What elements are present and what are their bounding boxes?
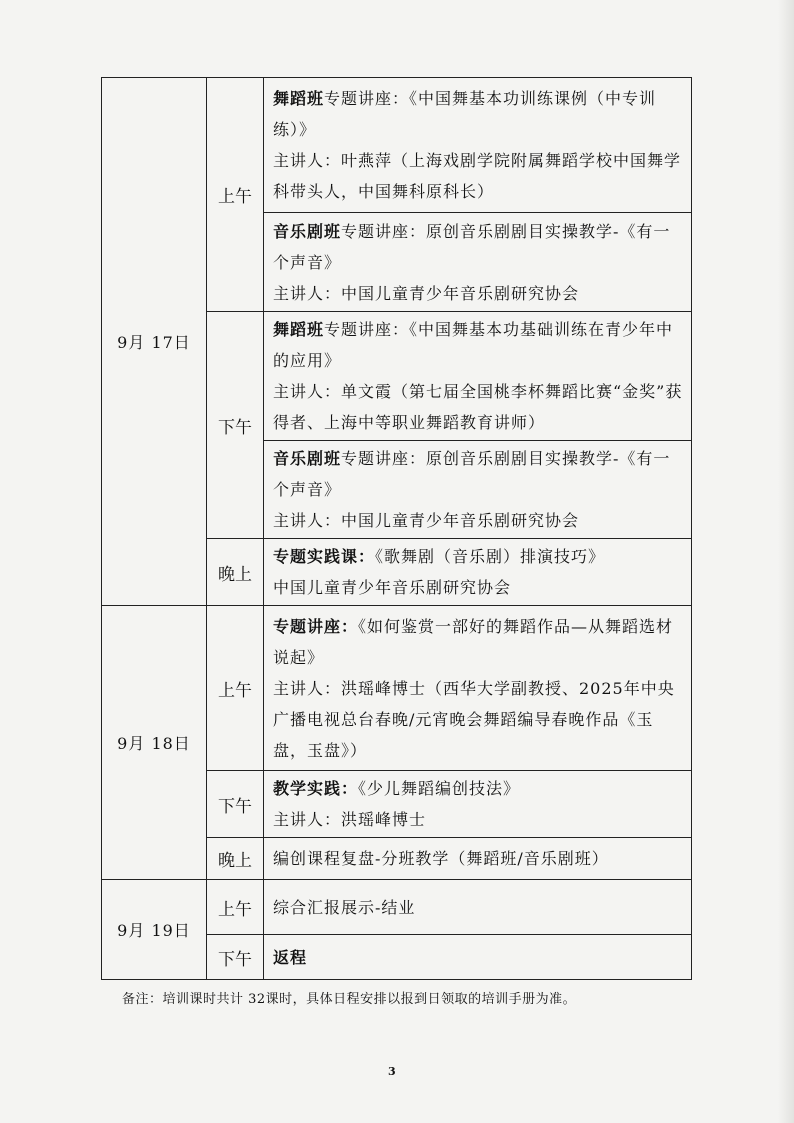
date-cell-9-18: 9月 18日 bbox=[102, 606, 207, 880]
period-cell-evening: 晚上 bbox=[207, 539, 264, 606]
table-row bbox=[102, 606, 692, 771]
session-cell bbox=[264, 78, 692, 213]
class-label-musical: 音乐剧班 bbox=[273, 449, 342, 468]
session-title: 综合汇报展示-结业 bbox=[273, 897, 416, 917]
table-row bbox=[102, 78, 692, 213]
session-title: 专题讲座：《中国舞基本功训练课例（中专训练）》 bbox=[273, 89, 657, 139]
session-speaker: 主讲人：叶燕萍（上海戏剧学院附属舞蹈学校中国舞学科带头人，中国舞科原科长） bbox=[273, 151, 682, 201]
session-type-label: 教学实践： bbox=[273, 779, 359, 798]
session-speaker: 中国儿童青少年音乐剧研究协会 bbox=[273, 578, 512, 597]
period-cell-morning: 上午 bbox=[207, 606, 264, 771]
session-speaker: 主讲人：单文霞（第七届全国桃李杯舞蹈比赛“金奖”获得者、上海中等职业舞蹈教育讲师） bbox=[273, 382, 683, 432]
session-speaker: 主讲人：中国儿童青少年音乐剧研究协会 bbox=[273, 511, 580, 530]
period-cell-afternoon: 下午 bbox=[207, 312, 264, 539]
date-cell-9-17: 9月 17日 bbox=[102, 78, 207, 606]
schedule-table bbox=[101, 77, 692, 980]
session-speaker: 主讲人：洪瑶峰博士 bbox=[273, 810, 427, 829]
page-number: 3 bbox=[388, 1065, 396, 1078]
period-cell-afternoon: 下午 bbox=[207, 935, 264, 980]
session-title: 专题讲座：《中国舞基本功基础训练在青少年中的应用》 bbox=[273, 320, 674, 370]
session-cell bbox=[264, 312, 692, 441]
session-cell bbox=[264, 935, 692, 980]
session-cell bbox=[264, 838, 692, 880]
session-cell bbox=[264, 539, 692, 606]
session-cell bbox=[264, 213, 692, 312]
session-type-label: 专题讲座： bbox=[273, 616, 359, 636]
session-type-label: 专题实践课： bbox=[273, 547, 376, 566]
session-type-label: 返程 bbox=[273, 947, 308, 967]
footnote: 备注：培训课时共计 32课时，具体日程安排以报到日领取的培训手册为准。 bbox=[122, 992, 577, 1007]
session-cell bbox=[264, 880, 692, 935]
session-cell bbox=[264, 441, 692, 539]
session-speaker: 主讲人：洪瑶峰博士（西华大学副教授、2025年中央广播电视总台春晚/元宵晚会舞蹈编导春晚作品《玉盘，玉盘》） bbox=[273, 678, 675, 760]
period-cell-evening: 晚上 bbox=[207, 838, 264, 880]
class-label-musical: 音乐剧班 bbox=[273, 221, 342, 241]
table-row bbox=[102, 880, 692, 935]
period-cell-morning: 上午 bbox=[207, 78, 264, 312]
date-cell-9-19: 9月 19日 bbox=[102, 880, 207, 980]
session-cell bbox=[264, 771, 692, 838]
period-cell-afternoon: 下午 bbox=[207, 771, 264, 838]
session-title: 专题讲座：原创音乐剧剧目实操教学-《有一个声音》 bbox=[273, 449, 671, 499]
session-title: 《少儿舞蹈编创技法》 bbox=[358, 779, 521, 798]
page-edge-shadow bbox=[778, 0, 794, 1123]
session-title: 《如何鉴赏一部好的舞蹈作品—从舞蹈选材说起》 bbox=[273, 616, 674, 667]
class-label-dance: 舞蹈班 bbox=[273, 320, 325, 339]
session-speaker: 主讲人：中国儿童青少年音乐剧研究协会 bbox=[273, 283, 580, 303]
class-label-dance: 舞蹈班 bbox=[273, 89, 325, 108]
session-title: 编创课程复盘-分班教学（舞蹈班/音乐剧班） bbox=[273, 849, 609, 868]
session-title: 《歌舞剧（音乐剧）排演技巧》 bbox=[375, 547, 606, 566]
session-title: 专题讲座：原创音乐剧剧目实操教学-《有一个声音》 bbox=[273, 221, 671, 272]
session-cell bbox=[264, 606, 692, 771]
period-cell-morning: 上午 bbox=[207, 880, 264, 935]
